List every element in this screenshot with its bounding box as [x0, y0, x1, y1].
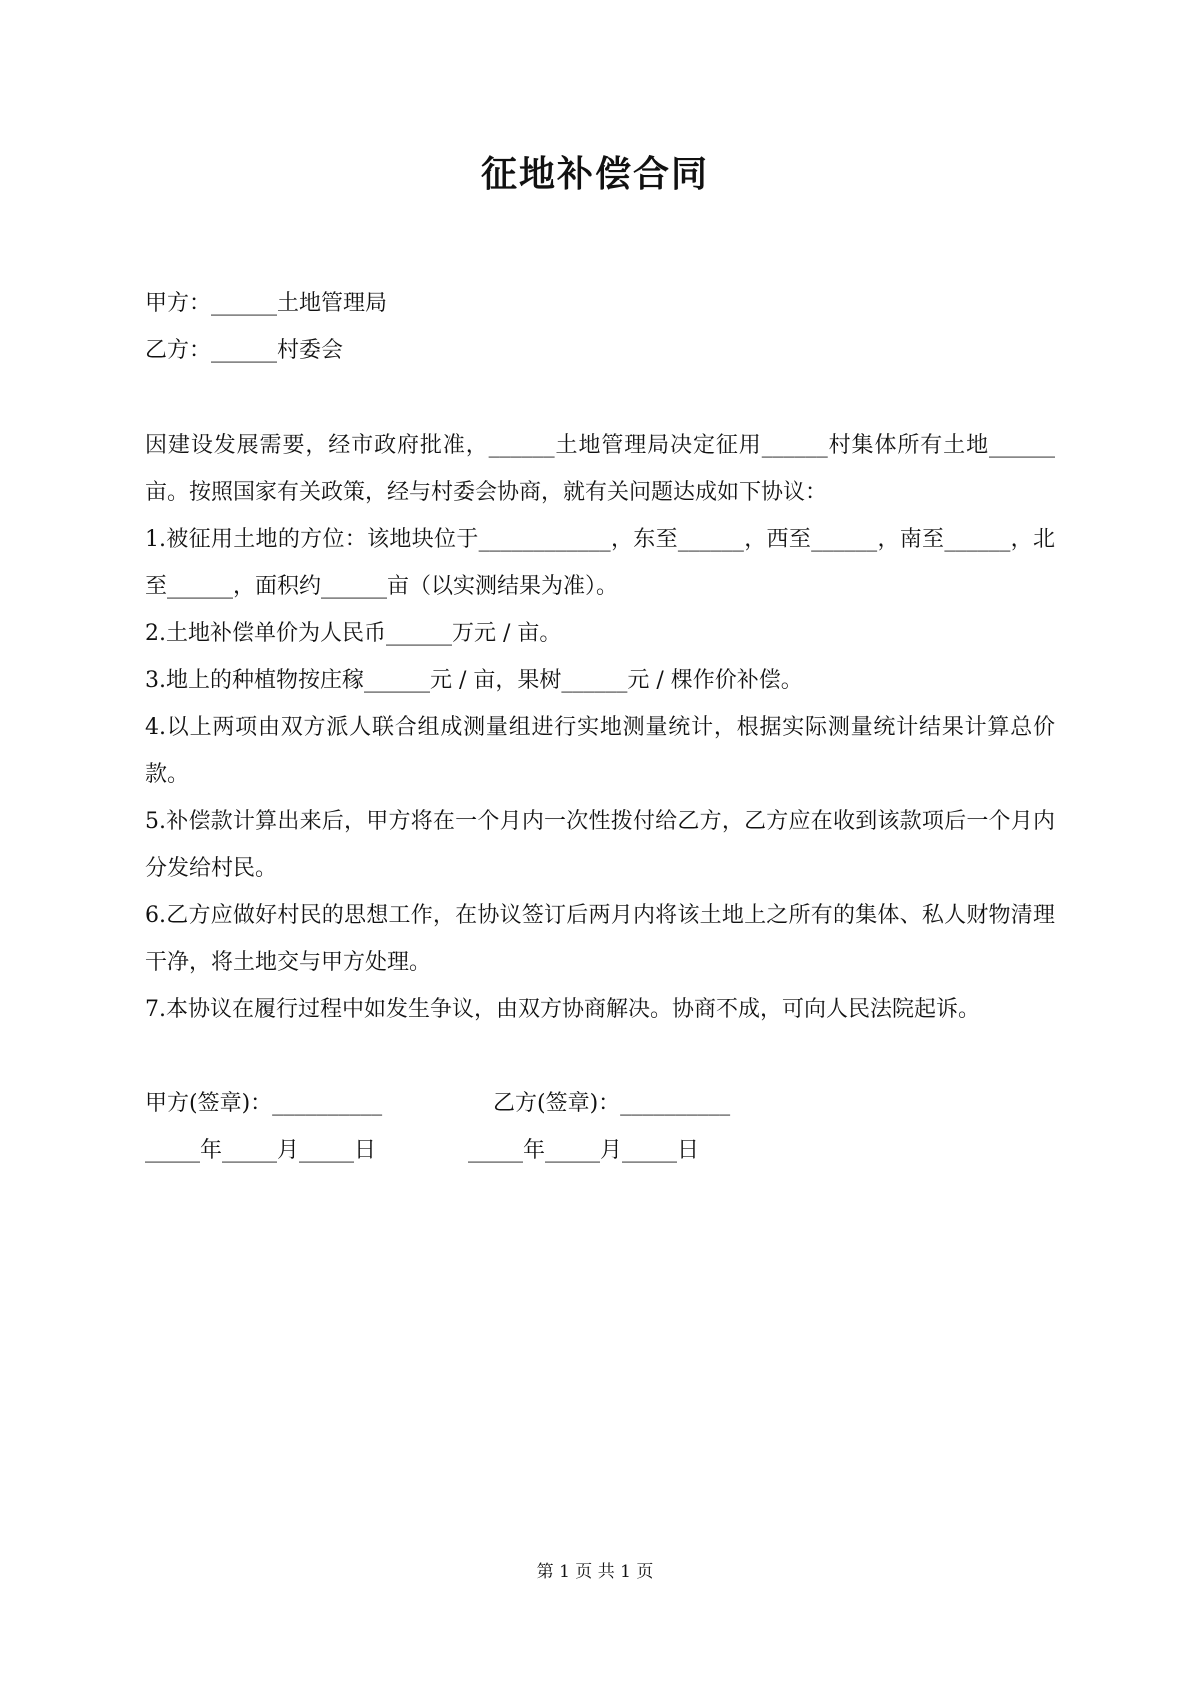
- signature-row: [145, 1080, 1055, 1127]
- party-a-date: _____年_____月_____日: [145, 1138, 377, 1163]
- document-body: [145, 280, 1055, 1174]
- clause-2: 2.土地补偿单价为人民币______万元 / 亩。: [145, 621, 562, 646]
- intro-paragraph: 因建设发展需要，经市政府批准，______土地管理局决定征用______村集体所有土地______亩。按照国家有关政策，经与村委会协商，就有关问题达成如下协议：: [145, 433, 1055, 505]
- date-row: [145, 1127, 1055, 1174]
- clause-3: 3.地上的种植物按庄稼______元 / 亩，果树______元 / 棵作价补偿。: [145, 668, 803, 693]
- spacer: [145, 1033, 1055, 1080]
- party-b-line: 乙方：______村委会: [145, 338, 344, 363]
- clause-5: 5.补偿款计算出来后，甲方将在一个月内一次性拨付给乙方，乙方应在收到该款项后一个月内分发给村民。: [145, 809, 1055, 881]
- party-b-date: _____年_____月_____日: [468, 1138, 700, 1163]
- party-a-line: 甲方：______土地管理局: [145, 291, 388, 316]
- spacer: [145, 374, 1055, 422]
- clause-4: 4.以上两项由双方派人联合组成测量组进行实地测量统计，根据实际测量统计结果计算总价款。: [145, 715, 1055, 787]
- clause-1: 1.被征用土地的方位：该地块位于____________，东至______，西至______，南至______，北至______，面积约______亩（以实测结果为准）。: [145, 527, 1055, 599]
- clause-7: 7.本协议在履行过程中如发生争议，由双方协商解决。协商不成，可向人民法院起诉。: [145, 997, 980, 1022]
- document-title: 征地补偿合同: [480, 153, 709, 195]
- page-footer: 第 1 页 共 1 页: [536, 1562, 654, 1582]
- party-b-signature: 乙方(签章)：__________: [493, 1091, 731, 1116]
- party-a-signature: 甲方(签章)：__________: [145, 1091, 383, 1116]
- clause-6: 6.乙方应做好村民的思想工作，在协议签订后两月内将该土地上之所有的集体、私人财物清理干净，将土地交与甲方处理。: [145, 903, 1055, 975]
